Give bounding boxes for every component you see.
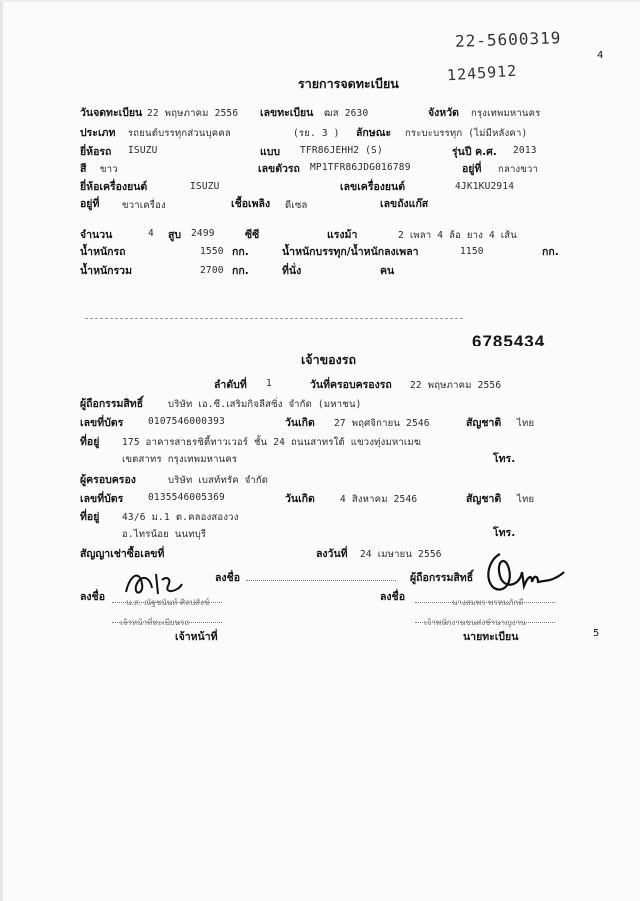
engine-brand-label: ยี่ห้อเครื่องยนต์	[80, 181, 148, 193]
engine-brand-value: ISUZU	[190, 181, 220, 192]
holder-address-line1: 43/6 ม.1 ต.คลองสองวง	[122, 512, 239, 523]
cc-label: ซีซี	[245, 229, 260, 241]
fuel-value: ดีเซล	[285, 200, 308, 211]
load-label: น้ำหนักบรรทุก/น้ำหนักลงเพลา	[282, 246, 419, 258]
possession-date-label: วันที่ครอบครองรถ	[310, 379, 392, 391]
chassis-location-label: อยู่ที่	[462, 163, 482, 175]
owner-tel-label: โทร.	[493, 453, 516, 465]
officer-caption: เจ้าหน้าที่	[175, 631, 218, 643]
reg-date-label: วันจดทะเบียน	[80, 107, 143, 119]
owner-id-value: 0107546000393	[148, 416, 225, 427]
cylinders-unit: สูบ	[168, 229, 182, 241]
owner-address-line1: 175 อาคารสาธรซิตี้ทาวเวอร์ ชั้น 24 ถนนสาทรใต้ แขวงทุ่งมหาเมฆ	[122, 437, 422, 448]
brand-value: ISUZU	[128, 145, 158, 156]
officer-name: น.ส. ณัฐชนันท์ ศิลปสังข์	[126, 598, 210, 607]
owner-sign-caption: ผู้ถือกรรมสิทธิ์	[410, 572, 474, 584]
cylinders-label: จำนวน	[80, 229, 113, 241]
holder-tel-label: โทร.	[493, 527, 516, 539]
rs-code: (รย. 3 )	[293, 128, 340, 139]
holder-value: บริษัท เบสท์ทรัค จำกัด	[168, 475, 269, 486]
hp-label: แรงม้า	[327, 229, 358, 241]
chassis-value: MP1TFR86JDG016789	[310, 162, 411, 173]
load-unit: กก.	[542, 246, 559, 258]
year-value: 2013	[513, 145, 537, 156]
holder-nationality-value: ไทย	[517, 494, 535, 505]
owner-birth-label: วันเกิด	[285, 417, 315, 429]
scan-edge-left	[0, 0, 3, 901]
engine-no-label: เลขเครื่องยนต์	[340, 181, 406, 193]
holder-birth-label: วันเกิด	[285, 493, 315, 505]
holder-nationality-label: สัญชาติ	[466, 493, 502, 505]
weight-unit: กก.	[232, 246, 249, 258]
holder-address-label: ที่อยู่	[80, 511, 100, 523]
total-weight-value: 2700	[200, 265, 224, 276]
color-label: สี	[80, 163, 87, 175]
holder-address-line2: อ.ไทรน้อย นนทบุรี	[122, 529, 207, 540]
registrar-name: นางสมพร พรหมภักดี	[452, 598, 524, 607]
owner-sign-label: ลงชื่อ	[215, 572, 240, 584]
seats-unit: คน	[380, 265, 395, 277]
owner-value: บริษัท เอ.ซี.เสริมกิจลีสซิ่ง จำกัด (มหาชน)	[168, 399, 362, 410]
page-number-top: 4	[597, 50, 604, 61]
reg-date-value: 22 พฤษภาคม 2556	[147, 108, 239, 119]
chassis-label: เลขตัวรถ	[258, 163, 300, 175]
officer-position: เจ้าหน้าที่ทะเบียนรถ	[120, 618, 190, 627]
total-weight-label: น้ำหนักรวม	[80, 265, 132, 277]
reg-no-value: ฒส 2630	[324, 108, 369, 119]
order-label: ลำดับที่	[214, 379, 247, 391]
chassis-location-value: กลางขวา	[498, 164, 539, 175]
page-number-bottom: 5	[593, 628, 600, 639]
contract-date-value: 24 เมษายน 2556	[360, 549, 442, 560]
axles-wheels-value: 2 เพลา 4 ล้อ ยาง 4 เส้น	[398, 230, 517, 241]
char-value: กระบะบรรทุก (ไม่มีหลังคา)	[405, 128, 528, 139]
seats-label: ที่นั่ง	[282, 265, 302, 277]
type-label: ประเภท	[80, 127, 116, 139]
color-value: ขาว	[100, 164, 118, 175]
registrar-position: เจ้าพนักงานขนส่งชำนาญงาน	[424, 618, 526, 627]
section-divider	[85, 318, 463, 319]
registrar-caption: นายทะเบียน	[463, 631, 519, 643]
officer-signature	[120, 566, 190, 600]
cc-value: 2499	[191, 228, 215, 239]
owner-nationality-value: ไทย	[517, 418, 535, 429]
contract-label: สัญญาเช่าซื้อเลขที่	[80, 548, 165, 560]
owner-nationality-label: สัญชาติ	[466, 417, 502, 429]
holder-birth-value: 4 สิงหาคม 2546	[340, 494, 418, 505]
engine-no-value: 4JK1KU2914	[455, 181, 515, 192]
province-label: จังหวัด	[428, 107, 459, 119]
weight-value: 1550	[200, 246, 224, 257]
order-value: 1	[266, 378, 272, 389]
reg-no-label: เลขทะเบียน	[260, 107, 314, 119]
holder-id-label: เลขที่บัตร	[80, 493, 124, 505]
year-label: รุ่นปี ค.ศ.	[452, 146, 497, 158]
owner-id-label: เลขที่บัตร	[80, 417, 124, 429]
owner-birth-value: 27 พฤศจิกายน 2546	[334, 418, 430, 429]
weight-label: น้ำหนักรถ	[80, 246, 126, 258]
form-serial-number: 6785434	[472, 332, 546, 346]
brand-label: ยี่ห้อรถ	[80, 146, 112, 158]
cylinders-value: 4	[148, 228, 154, 239]
officer-position-line	[112, 622, 222, 623]
handwritten-ref-number-2: 1245912	[446, 61, 518, 85]
province-value: กรุงเทพมหานคร	[471, 108, 541, 119]
model-label: แบบ	[260, 146, 281, 158]
officer-sign-label: ลงชื่อ	[80, 591, 105, 603]
gas-tank-label: เลขถังแก๊ส	[380, 198, 429, 210]
holder-id-value: 0135546005369	[148, 492, 225, 503]
owner-label: ผู้ถือกรรมสิทธิ์	[80, 398, 144, 410]
scan-edge-top	[0, 0, 640, 2]
registration-title: รายการจดทะเบียน	[298, 76, 399, 91]
type-value: รถยนต์บรรทุกส่วนบุคคล	[128, 128, 231, 139]
model-value: TFR86JEHH2 (S)	[300, 145, 383, 156]
owner-address-line2: เขตสาทร กรุงเทพมหานคร	[122, 454, 238, 465]
engine-location-label: อยู่ที่	[80, 198, 100, 210]
owner-address-label: ที่อยู่	[80, 436, 100, 448]
owner-sign-line	[246, 580, 396, 581]
fuel-label: เชื้อเพลิง	[231, 198, 271, 210]
contract-date-label: ลงวันที่	[316, 548, 348, 560]
handwritten-ref-number: 22-5600319	[454, 28, 562, 51]
registrar-sign-label: ลงชื่อ	[380, 591, 405, 603]
holder-label: ผู้ครอบครอง	[80, 474, 136, 486]
registrar-position-line	[415, 622, 555, 623]
total-weight-unit: กก.	[232, 265, 249, 277]
possession-date-value: 22 พฤษภาคม 2556	[410, 380, 502, 391]
owner-section-title: เจ้าของรถ	[301, 352, 357, 367]
char-label: ลักษณะ	[356, 127, 392, 139]
engine-location-value: ขวาเครื่อง	[122, 200, 166, 211]
load-value: 1150	[460, 246, 484, 257]
